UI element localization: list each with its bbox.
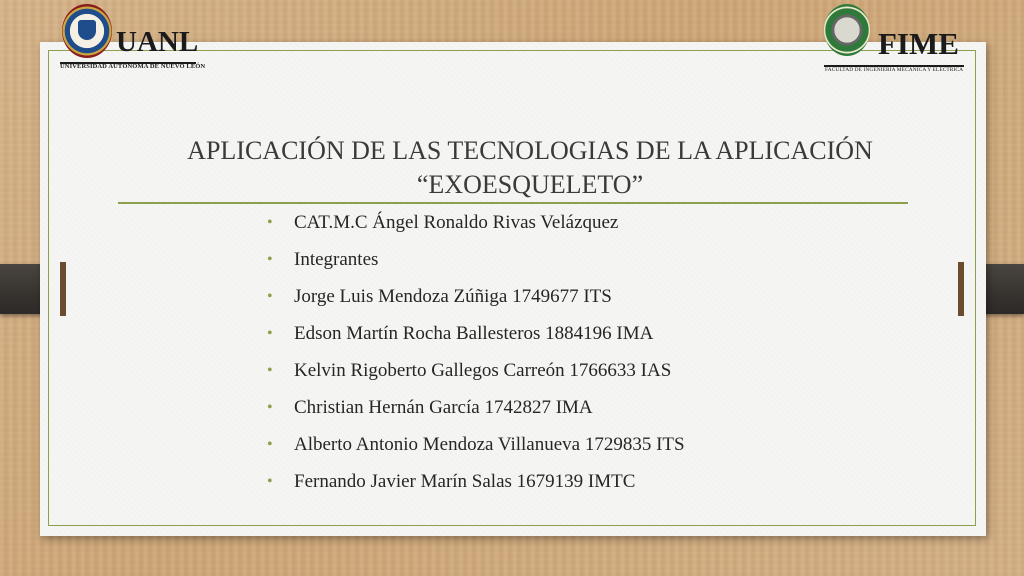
title-line-1: APLICACIÓN DE LAS TECNOLOGIAS DE LA APLICACIÓN	[187, 136, 873, 165]
list-item-text: CAT.M.C Ángel Ronaldo Rivas Velázquez	[294, 212, 619, 233]
list-item	[266, 356, 685, 393]
title-line-2: “EXOESQUELETO”	[416, 170, 644, 199]
title-divider	[118, 202, 908, 204]
bullet-icon: •	[267, 214, 273, 231]
list-item-text: Jorge Luis Mendoza Zúñiga 1749677 ITS	[294, 286, 612, 307]
left-pin	[60, 262, 66, 316]
list-item-text: Integrantes	[294, 249, 379, 270]
fime-seal-icon	[824, 4, 870, 56]
bullet-icon: •	[267, 251, 273, 268]
list-item-text: Fernando Javier Marín Salas 1679139 IMTC	[294, 471, 636, 492]
slide-title	[100, 134, 960, 202]
uanl-logo	[58, 4, 206, 72]
list-item	[266, 467, 685, 504]
uanl-caption: UNIVERSIDAD AUTÓNOMA DE NUEVO LEÓN	[60, 63, 206, 70]
uanl-seal-icon	[62, 4, 112, 58]
list-item	[266, 430, 685, 467]
list-item-text: Alberto Antonio Mendoza Villanueva 1729835 ITS	[294, 434, 685, 455]
list-item	[266, 393, 685, 430]
list-item-text: Christian Hernán García 1742827 IMA	[294, 397, 593, 418]
right-pin	[958, 262, 964, 316]
list-item	[266, 282, 685, 319]
list-item-text: Edson Martín Rocha Ballesteros 1884196 IMA	[294, 323, 654, 344]
bullet-list	[266, 208, 685, 504]
fime-caption: FACULTAD DE INGENIERÍA MECÁNICA Y ELÉCTRICA	[825, 67, 964, 73]
bullet-icon: •	[267, 288, 273, 305]
list-item	[266, 319, 685, 356]
bullet-icon: •	[267, 436, 273, 453]
bullet-icon: •	[267, 325, 273, 342]
list-item	[266, 208, 685, 245]
bullet-icon: •	[267, 473, 273, 490]
fime-logo	[822, 4, 964, 74]
list-item	[266, 245, 685, 282]
fime-wordmark: FIME	[878, 26, 959, 61]
uanl-wordmark: UANL	[116, 26, 199, 58]
bullet-icon: •	[267, 399, 273, 416]
list-item-text: Kelvin Rigoberto Gallegos Carreón 1766633 IAS	[294, 360, 672, 381]
bullet-icon: •	[267, 362, 273, 379]
